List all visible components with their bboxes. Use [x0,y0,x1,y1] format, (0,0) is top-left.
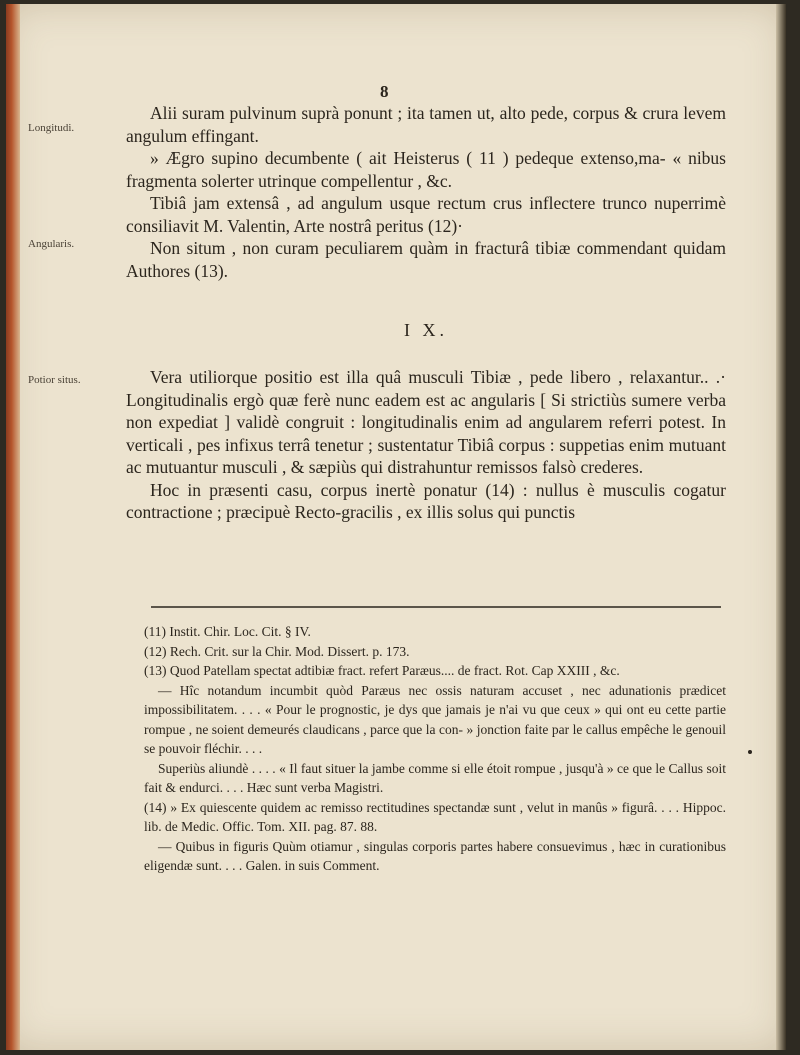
body-text-bottom [126,366,726,524]
footnotes [144,622,726,876]
paragraph: » Ægro supino decumbente ( ait Heisterus ( 11 ) pedeque extenso,ma- « nibus fragmenta solerter utrinque compellentur , &c. [126,148,726,191]
book-page [6,4,786,1050]
footnote: — Quibus in figuris Quùm otiamur , singulas corporis partes habere consuevimus , hæc in curationibus eligendæ sunt. . . . Galen. in suis Comment. [144,838,726,873]
footnote-divider [151,606,721,608]
footnote: — Hîc notandum incumbit quòd Paræus nec ossis naturam accuset , nec adunationis prædicet impossibilitatem. . . . « Pour le prognostic, je dys que jamais je n'ai vu que ceux » qui ont eu cette partie rompue , ne soient demeurés claudicans , parce que la con- » jonction faite par le callus empêche le genouil se pouvoir fléchir. . . . [144,682,726,756]
body-text-top [126,102,726,282]
footnote: (12) Rech. Crit. sur la Chir. Mod. Dissert. p. 173. [144,643,410,659]
margin-note-angularis: Angularis. [28,238,75,250]
footnote: (14) » Ex quiescente quidem ac remisso rectitudines spectandæ sunt , velut in manûs » figurâ. . . . Hippoc. lib. de Medic. Offic. Tom. XII. pag. 87. 88. [144,799,726,834]
footnote: Superiùs aliundè . . . . « Il faut situer la jambe comme si elle étoit rompue , jusqu'à » ce que le Callus soit fait & endurci. . . . Hæc sunt verba Magistri. [144,760,726,795]
paragraph: Tibiâ jam extensâ , ad angulum usque rectum crus inflectere trunco nuperrimè consiliavit M. Valentin, Arte nostrâ peritus (12)· [126,193,726,236]
paragraph: Hoc in præsenti casu, corpus inertè ponatur (14) : nullus è musculis cogatur contractione ; præcipuè Recto-gracilis , ex illis solus qui punctis [126,479,726,522]
footnote: (11) Instit. Chir. Loc. Cit. § IV. [144,624,311,639]
margin-note-potior-situs: Potior situs. [28,374,81,386]
page-number: 8 [380,82,389,101]
footnote: (13) Quod Patellam spectat adtibiæ fract. refert Paræus.... de fract. Rot. Cap XXIII , &c. [144,663,620,678]
page-right-edge [776,4,786,1050]
margin-note-longitudi: Longitudi. [28,122,75,134]
ink-spot [748,750,752,754]
section-heading: I X. [404,320,448,340]
paragraph: Non situm , non curam peculiarem quàm in fracturâ tibiæ commendant quidam Authores (13). [126,238,726,281]
paragraph: Alii suram pulvinum suprà ponunt ; ita tamen ut, alto pede, corpus & crura levem angulum effingant. [126,103,726,146]
book-spine-edge [6,4,20,1050]
paragraph: Vera utiliorque positio est illa quâ musculi Tibiæ , pede libero , relaxantur.. .· Longitudinalis ergò quæ ferè nunc eadem est ac angularis [ Si strictiùs sumere verba non expediat ] validè congruit : longitudinalis enim ad angularem referri potest. In verticali , pes infixus terrâ tenetur ; sustentatur Tibiâ corpus : suppetias enim mutuant ac mutuantur musculi , & sæpiùs qui distrahuntur remissos falsò crederes. [126,367,726,477]
